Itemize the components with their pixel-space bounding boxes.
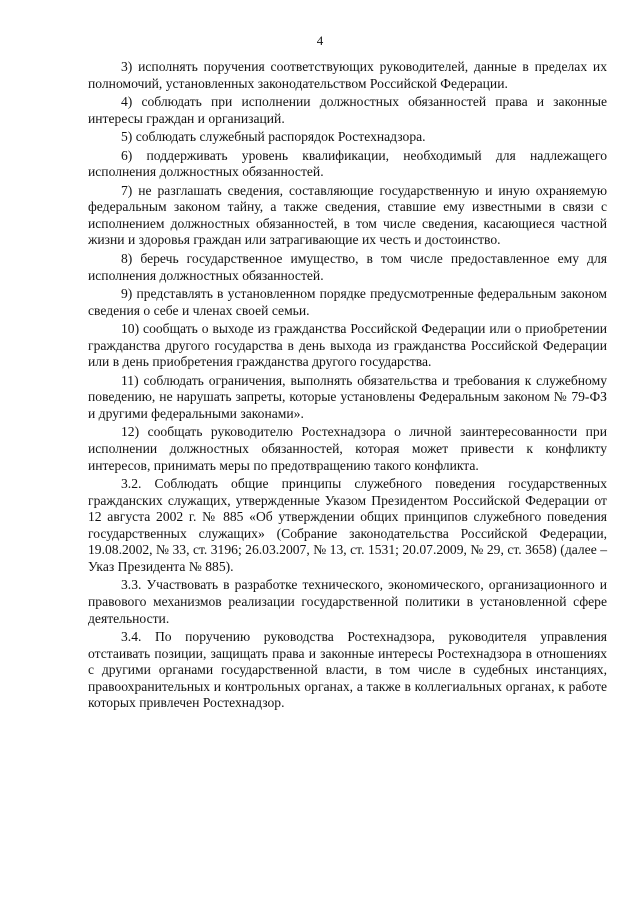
- paragraph-8: 8) беречь государственное имущество, в том числе предоставленное ему для исполнения должностных обязанностей.: [88, 251, 607, 283]
- paragraph-6: 6) поддерживать уровень квалификации, необходимый для надлежащего исполнения должностных обязанностей.: [88, 147, 607, 180]
- document-body: [88, 59, 607, 714]
- paragraph-11: 11) соблюдать ограничения, выполнять обязательства и требования к служебному поведению, не нарушать запреты, которые установлены Федеральным законом № 79-ФЗ и другими федеральными законами».: [88, 372, 607, 421]
- paragraph-10: 10) сообщать о выходе из гражданства Российской Федерации или о приобретении гражданства другого государства в день выхода из гражданства Российской Федерации или в день приобретения гражданства другого государства.: [88, 321, 607, 370]
- section-3-3: 3.3. Участвовать в разработке технического, экономического, организационного и правового механизмов реализации государственной политики в установленной сфере деятельности.: [88, 577, 607, 626]
- section-3-4: 3.4. По поручению руководства Ростехнадзора, руководителя управления отстаивать позиции, защищать права и законные интересы Ростехнадзора в отношениях с другими органами государственной власти, в том числе в судебных инстанциях, правоохранительных и контрольных органах, а также в коллегиальных органах, к работе которых привлечен Ростехнадзор.: [88, 629, 607, 711]
- paragraph-3: 3) исполнять поручения соответствующих руководителей, данные в пределах их полномочий, установленных законодательством Российской Федерации.: [88, 59, 607, 91]
- paragraph-12: 12) сообщать руководителю Ростехнадзора о личной заинтересованности при исполнении должностных обязанностей, которая может привести к конфликту интересов, принимать меры по предотвращению такого конфликта.: [88, 424, 607, 473]
- paragraph-4: 4) соблюдать при исполнении должностных обязанностей права и законные интересы граждан и организаций.: [88, 94, 607, 126]
- paragraph-7: 7) не разглашать сведения, составляющие государственную и иную охраняемую федеральным законом тайну, а также сведения, ставшие ему известными в связи с исполнением должностных обязанностей, в том числе сведения, касающиеся частной жизни и здоровья граждан или затрагивающие их честь и достоинство.: [88, 182, 607, 248]
- section-3-2: 3.2. Соблюдать общие принципы служебного поведения государственных гражданских служащих, утвержденные Указом Президентом Российской Федерации от 12 августа 2002 г. № 885 «Об утверждении общих принципов служебного поведения государственных служащих» (Собрание законодательства Российской Федерации, 19.08.2002, № 33, ст. 3196; 26.03.2007, № 13, ст. 1531; 20.07.2009, № 29, ст. 3658) (далее – Указ Президента № 885).: [88, 476, 607, 574]
- page-number: 4: [316, 33, 324, 48]
- paragraph-5: 5) соблюдать служебный распорядок Ростехнадзора.: [121, 129, 426, 145]
- paragraph-9: 9) представлять в установленном порядке предусмотренные федеральным законом сведения о себе и членах своей семьи.: [88, 286, 607, 318]
